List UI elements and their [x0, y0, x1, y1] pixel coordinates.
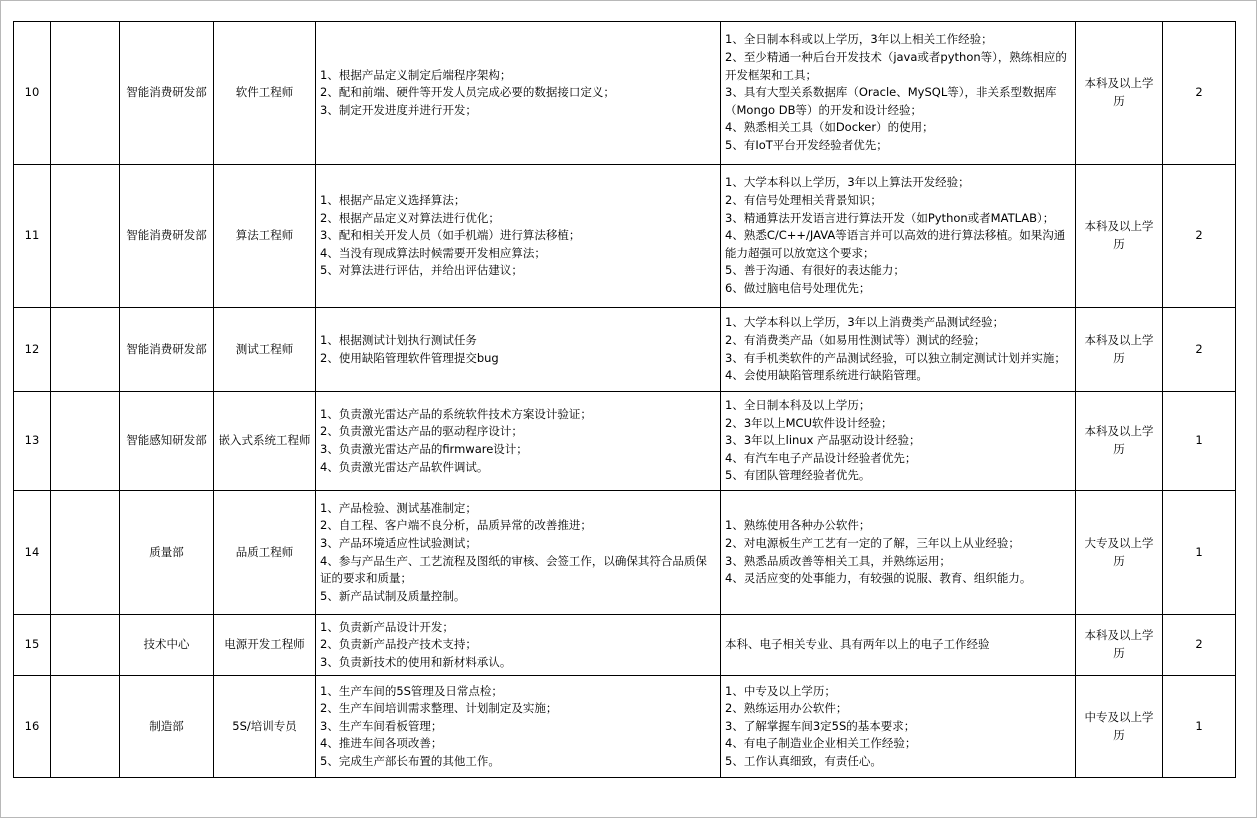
table-row	[14, 615, 1236, 676]
requirement-line: 4、熟悉C/C++/JAVA等语言并可以高效的进行算法移植。如果沟通能力超强可以放宽这个要求；	[725, 228, 1066, 260]
group-spacer-cell	[51, 308, 120, 392]
education-cell: 本科及以上学历	[1076, 308, 1163, 392]
requirement-line: 3、精通算法开发语言进行算法开发（如Python或者MATLAB）；	[725, 210, 1055, 225]
requirement-line: 2、熟练运用办公软件；	[725, 701, 848, 716]
group-spacer-cell	[51, 676, 120, 778]
headcount-cell: 2	[1163, 22, 1236, 165]
requirement-line: 3、3年以上linux 产品驱动设计经验；	[725, 433, 921, 448]
requirement-line: 2、至少精通一种后台开发技术（java或者python等），熟练相应的开发框架和工具；	[725, 50, 1067, 82]
position-cell: 嵌入式系统工程师	[214, 392, 316, 491]
position-cell: 算法工程师	[214, 165, 316, 308]
position-cell: 软件工程师	[214, 22, 316, 165]
duty-line: 1、负责激光雷达产品的系统软件技术方案设计验证；	[320, 406, 592, 421]
requirement-line: 5、有团队管理经验者优先。	[725, 468, 871, 483]
requirement-line: 5、工作认真细致，有责任心。	[725, 753, 882, 768]
headcount-cell: 1	[1163, 676, 1236, 778]
requirement-line: 5、有IoT平台开发经验者优先；	[725, 137, 888, 152]
requirement-line: 1、大学本科以上学历，3年以上算法开发经验；	[725, 175, 970, 190]
row-number-cell: 10	[14, 22, 51, 165]
education-cell: 本科及以上学历	[1076, 165, 1163, 308]
duty-line: 5、新产品试制及质量控制。	[320, 588, 466, 603]
table-row	[14, 676, 1236, 778]
requirement-line: 2、3年以上MCU软件设计经验；	[725, 415, 893, 430]
duty-line: 3、负责新技术的使用和新材料承认。	[320, 654, 512, 669]
group-spacer-cell	[51, 22, 120, 165]
requirement-line: 2、对电源板生产工艺有一定的了解，三年以上从业经验；	[725, 535, 1020, 550]
requirements-cell	[721, 165, 1076, 308]
requirement-line: 6、做过脑电信号处理优先；	[725, 280, 871, 295]
requirement-line: 2、有信号处理相关背景知识；	[725, 193, 882, 208]
requirement-line: 3、有手机类软件的产品测试经验，可以独立制定测试计划并实施；	[725, 350, 1066, 365]
education-cell: 本科及以上学历	[1076, 392, 1163, 491]
duty-line: 5、对算法进行评估，并给出评估建议；	[320, 263, 523, 278]
row-number-cell: 16	[14, 676, 51, 778]
duty-line: 4、推进车间各项改善；	[320, 736, 443, 751]
row-number-cell: 12	[14, 308, 51, 392]
requirement-line: 4、有汽车电子产品设计经验者优先；	[725, 450, 917, 465]
group-spacer-cell	[51, 491, 120, 615]
department-cell: 智能消费研发部	[120, 165, 214, 308]
duty-line: 3、配和相关开发人员（如手机端）进行算法移植；	[320, 228, 581, 243]
requirement-line: 4、灵活应变的处事能力，有较强的说服、教育、组织能力。	[725, 571, 1032, 586]
duties-cell	[316, 165, 721, 308]
requirements-cell	[721, 392, 1076, 491]
department-cell: 质量部	[120, 491, 214, 615]
requirement-line: 1、全日制本科或以上学历，3年以上相关工作经验；	[725, 32, 993, 47]
duty-line: 2、负责新产品投产技术支持；	[320, 637, 477, 652]
headcount-cell: 1	[1163, 491, 1236, 615]
headcount-cell: 1	[1163, 392, 1236, 491]
duty-line: 1、根据产品定义制定后端程序架构；	[320, 67, 512, 82]
requirement-line: 4、会使用缺陷管理系统进行缺陷管理。	[725, 368, 928, 383]
requirement-line: 3、熟悉品质改善等相关工具，并熟练运用；	[725, 553, 951, 568]
duty-line: 4、负责激光雷达产品软件调试。	[320, 459, 489, 474]
duties-cell	[316, 676, 721, 778]
requirement-line: 3、了解掌握车间3定5S的基本要求；	[725, 718, 916, 733]
table-row	[14, 165, 1236, 308]
duty-line: 1、生产车间的5S管理及日常点检；	[320, 683, 503, 698]
education-cell: 本科及以上学历	[1076, 22, 1163, 165]
duties-cell	[316, 615, 721, 676]
duty-line: 2、配和前端、硬件等开发人员完成必要的数据接口定义；	[320, 85, 615, 100]
group-spacer-cell	[51, 392, 120, 491]
table-row	[14, 22, 1236, 165]
group-spacer-cell	[51, 615, 120, 676]
education-cell: 大专及以上学历	[1076, 491, 1163, 615]
group-spacer-cell	[51, 165, 120, 308]
requirement-line: 4、有电子制造业企业相关工作经验；	[725, 736, 917, 751]
headcount-cell: 2	[1163, 615, 1236, 676]
requirement-line: 1、熟练使用各种办公软件；	[725, 518, 871, 533]
requirement-line: 1、中专及以上学历；	[725, 683, 836, 698]
headcount-cell: 2	[1163, 165, 1236, 308]
position-cell: 5S/培训专员	[214, 676, 316, 778]
department-cell: 智能消费研发部	[120, 308, 214, 392]
requirements-cell	[721, 491, 1076, 615]
duty-line: 1、根据测试计划执行测试任务	[320, 332, 477, 347]
department-cell: 智能消费研发部	[120, 22, 214, 165]
row-number-cell: 14	[14, 491, 51, 615]
requirement-line: 1、大学本科以上学历，3年以上消费类产品测试经验；	[725, 315, 1005, 330]
requirements-cell	[721, 676, 1076, 778]
row-number-cell: 15	[14, 615, 51, 676]
duty-line: 2、根据产品定义对算法进行优化；	[320, 210, 500, 225]
duty-line: 2、负责激光雷达产品的驱动程序设计；	[320, 424, 523, 439]
requirements-cell	[721, 22, 1076, 165]
requirement-line: 1、全日制本科及以上学历；	[725, 398, 871, 413]
duty-line: 1、根据产品定义选择算法；	[320, 193, 466, 208]
department-cell: 技术中心	[120, 615, 214, 676]
education-cell: 中专及以上学历	[1076, 676, 1163, 778]
position-cell: 电源开发工程师	[214, 615, 316, 676]
duties-cell	[316, 308, 721, 392]
table-row	[14, 392, 1236, 491]
requirement-line: 本科、电子相关专业、具有两年以上的电子工作经验	[725, 637, 990, 652]
requirement-line: 2、有消费类产品（如易用性测试等）测试的经验；	[725, 332, 986, 347]
duty-line: 3、制定开发进度并进行开发；	[320, 102, 477, 117]
duty-line: 2、自工程、客户端不良分析，品质异常的改善推进；	[320, 518, 592, 533]
row-number-cell: 11	[14, 165, 51, 308]
requirement-line: 3、具有大型关系数据库（Oracle、MySQL等），非关系型数据库（Mongo DB等）的开发和设计经验；	[725, 85, 1057, 117]
requirement-line: 4、熟悉相关工具（如Docker）的使用；	[725, 120, 934, 135]
duty-line: 4、当没有现成算法时候需要开发相应算法；	[320, 245, 546, 260]
table-row	[14, 308, 1236, 392]
recruitment-table	[13, 21, 1236, 778]
duties-cell	[316, 392, 721, 491]
requirements-cell	[721, 308, 1076, 392]
headcount-cell: 2	[1163, 308, 1236, 392]
duty-line: 2、使用缺陷管理软件管理提交bug	[320, 350, 499, 365]
position-cell: 品质工程师	[214, 491, 316, 615]
table-body	[14, 22, 1236, 778]
duty-line: 1、产品检验、测试基准制定；	[320, 500, 477, 515]
requirement-line: 5、善于沟通、有很好的表达能力；	[725, 263, 905, 278]
duties-cell	[316, 22, 721, 165]
department-cell: 制造部	[120, 676, 214, 778]
row-number-cell: 13	[14, 392, 51, 491]
duties-cell	[316, 491, 721, 615]
education-cell: 本科及以上学历	[1076, 615, 1163, 676]
duty-line: 4、参与产品生产、工艺流程及图纸的审核、会签工作，以确保其符合品质保证的要求和质量；	[320, 553, 707, 586]
table-row	[14, 491, 1236, 615]
duty-line: 3、产品环境适应性试验测试；	[320, 535, 477, 550]
duty-line: 1、负责新产品设计开发；	[320, 619, 454, 634]
duty-line: 3、生产车间看板管理；	[320, 718, 443, 733]
duty-line: 5、完成生产部长布置的其他工作。	[320, 753, 500, 768]
department-cell: 智能感知研发部	[120, 392, 214, 491]
duty-line: 3、负责激光雷达产品的firmware设计；	[320, 442, 528, 456]
requirements-cell	[721, 615, 1076, 676]
position-cell: 测试工程师	[214, 308, 316, 392]
duty-line: 2、生产车间培训需求整理、计划制定及实施；	[320, 701, 558, 716]
